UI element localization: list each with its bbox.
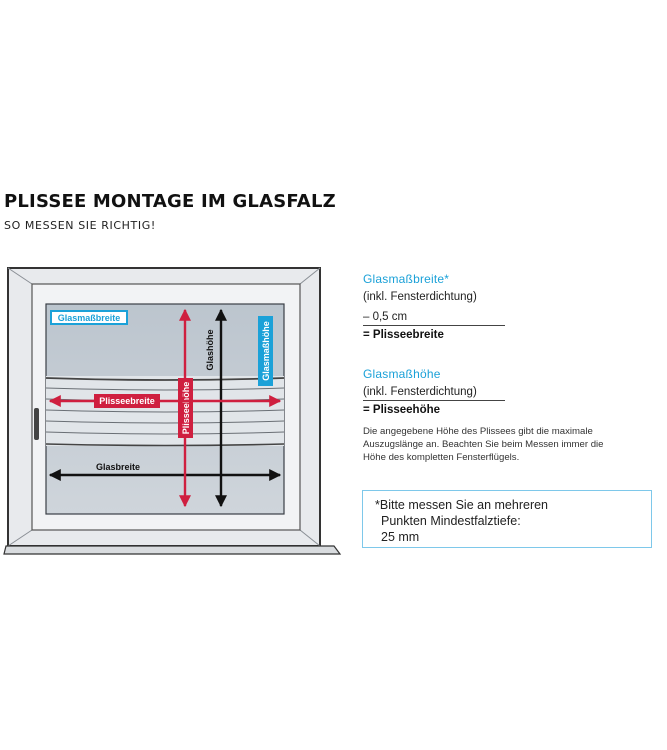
page-title: PLISSEE MONTAGE IM GLASFALZ	[4, 191, 336, 212]
glasbreite-label: Glasbreite	[95, 462, 141, 472]
svg-text:Glasmaßhöhe: Glasmaßhöhe	[261, 321, 271, 381]
hoehe-note-line-1: Die angegebene Höhe des Plissees gibt die maximale	[363, 426, 593, 437]
hoehe-note-line-3: Höhe des kompletten Fensterflügels.	[363, 452, 520, 463]
breite-line-2: – 0,5 cm	[363, 311, 408, 323]
hoehe-title: Glasmaßhöhe	[363, 367, 441, 381]
svg-text:Plisseehöhe: Plisseehöhe	[181, 381, 191, 435]
breite-line-1: (inkl. Fensterdichtung)	[363, 291, 477, 303]
hint-line-1: *Bitte messen Sie an mehreren	[375, 498, 549, 512]
glasmassbreite-label	[50, 310, 128, 325]
breite-result: = Plisseebreite	[363, 329, 444, 341]
breite-title: Glasmaßbreite*	[363, 272, 450, 286]
hint-line-3: 25 mm	[381, 530, 420, 544]
glasmasshoehe-label	[258, 316, 273, 386]
window-sill	[4, 546, 340, 554]
pleated-blind	[46, 376, 284, 446]
window-handle-icon	[34, 408, 39, 440]
svg-text:Glasmaßbreite: Glasmaßbreite	[57, 313, 121, 323]
hint-line-2: Punkten Mindestfalztiefe:	[381, 514, 521, 528]
plisseehoehe-label	[178, 378, 193, 438]
hoehe-line-1: (inkl. Fensterdichtung)	[363, 386, 477, 398]
glashoehe-label: Glashöhe	[205, 329, 215, 371]
hoehe-note	[363, 425, 667, 464]
hint-box	[362, 490, 652, 548]
hoehe-block	[363, 366, 663, 464]
breite-block	[363, 271, 663, 344]
page-subtitle: SO MESSEN SIE RICHTIG!	[4, 219, 156, 232]
svg-text:Plisseebreite: Plisseebreite	[99, 396, 155, 406]
window-diagram	[0, 262, 345, 562]
hoehe-note-line-2: Auszugslänge an. Beachten Sie beim Messen immer die	[363, 439, 604, 450]
plisseebreite-label	[94, 394, 160, 408]
hoehe-result: = Plisseehöhe	[363, 404, 441, 416]
measurement-info	[363, 271, 663, 464]
